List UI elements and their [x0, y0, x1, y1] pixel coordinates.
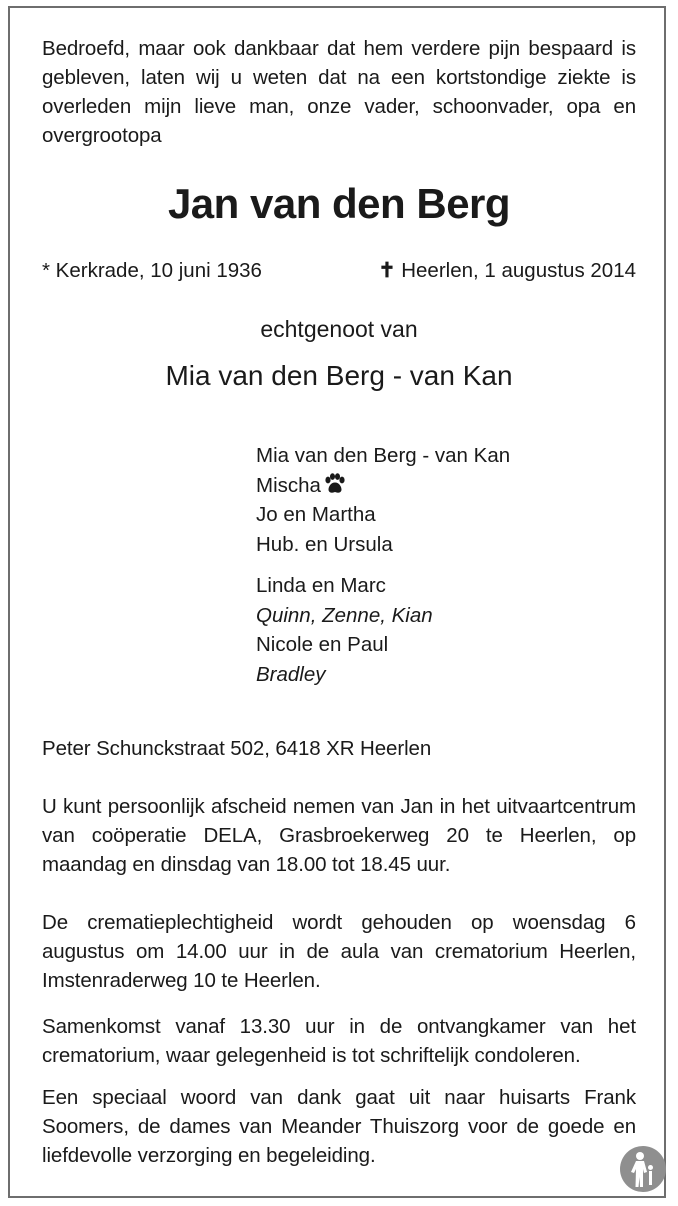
- family-group-2: [256, 571, 433, 689]
- family-member: Linda en Marc: [256, 574, 386, 597]
- ceremony-text: De crematieplechtigheid wordt gehouden op woensdag 6 augustus om 14.00 uur in de aula van crematorium Heerlen, Imstenraderweg 10 te Heerlen.: [42, 911, 636, 992]
- intro-text: Bedroefd, maar ook dankbaar dat hem verdere pijn bespaard is gebleven, laten wij u weten dat na een kortstondige ziekte is overleden mijn lieve man, onze vader, schoonvader, opa en overgrootopa: [42, 37, 636, 147]
- spouse-label: echtgenoot van: [260, 316, 418, 342]
- grandchildren: Quinn, Zenne, Kian: [256, 603, 433, 627]
- address: Peter Schunckstraat 502, 6418 XR Heerlen: [42, 737, 432, 760]
- family-member: Mia van den Berg - van Kan: [256, 444, 511, 467]
- thanks-text: Een speciaal woord van dank gaat uit naar huisarts Frank Soomers, de dames van Meander Thuiszorg voor de goede en liefdevolle verzorging en begeleiding.: [42, 1086, 636, 1167]
- gathering-text: Samenkomst vanaf 13.30 uur in de ontvangkamer van het crematorium, waar gelegenheid is tot schriftelijk condoleren.: [42, 1015, 636, 1067]
- family-member-with-pet: [256, 471, 510, 501]
- birth-date: * Kerkrade, 10 juni 1936: [42, 259, 262, 282]
- paw-print-icon: [323, 473, 347, 495]
- family-member: Hub. en Ursula: [256, 532, 393, 556]
- death-date-group: [378, 256, 636, 285]
- spouse-name: Mia van den Berg - van Kan: [165, 360, 513, 391]
- family-member: Mischa: [256, 473, 321, 497]
- memorial-figure-logo-icon: [619, 1145, 667, 1193]
- cross-icon: ✝: [378, 259, 396, 282]
- family-member: Nicole en Paul: [256, 633, 389, 656]
- grandchildren: Bradley: [256, 662, 326, 686]
- deceased-name: Jan van den Berg: [167, 180, 511, 227]
- family-member: Jo en Martha: [256, 503, 376, 526]
- visitation-text: U kunt persoonlijk afscheid nemen van Jan in het uitvaartcentrum van coöperatie DELA, Grasbroekerweg 20 te Heerlen, op maandag en dinsdag van 18.00 tot 18.45 uur.: [42, 795, 636, 876]
- family-group-1: [256, 441, 510, 559]
- dates-row: [42, 256, 636, 285]
- death-date: Heerlen, 1 augustus 2014: [401, 259, 636, 282]
